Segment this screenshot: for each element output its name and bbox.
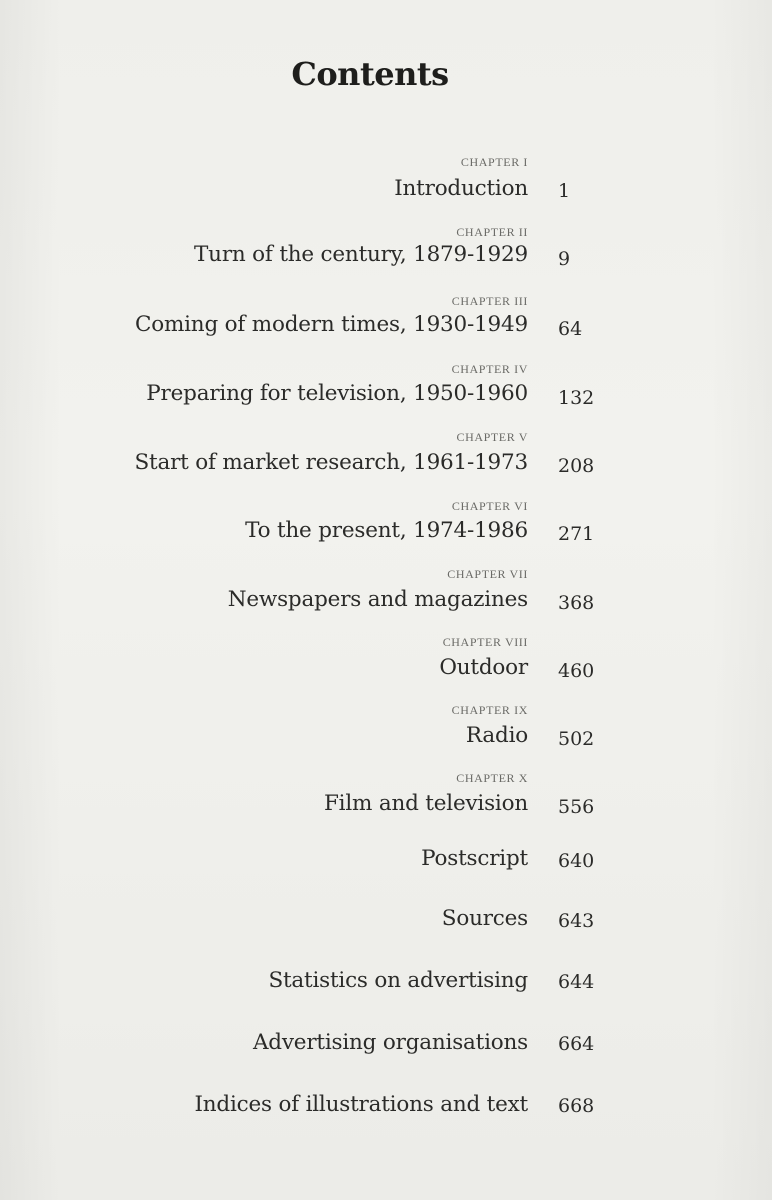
entry-title: To the present, 1974-1986 (245, 518, 528, 543)
entry-page-number: 64 (558, 318, 583, 340)
entry-title: Preparing for television, 1950-1960 (146, 381, 528, 406)
entry-title: Film and television (323, 791, 528, 816)
entry-page-number: 208 (558, 455, 595, 477)
entry-page-number: 9 (558, 248, 571, 270)
entry-page-number: 271 (558, 523, 595, 545)
chapter-label: CHAPTER VIII (442, 635, 528, 649)
entry-page-number: 664 (558, 1033, 595, 1055)
entry-title: Indices of illustrations and text (194, 1092, 528, 1117)
entry-title: Sources (441, 906, 528, 931)
entry-page-number: 368 (558, 592, 595, 614)
chapter-label: CHAPTER X (456, 771, 528, 785)
entry-page-number: 460 (558, 660, 595, 682)
entry-title: Statistics on advertising (268, 968, 528, 993)
chapter-label: CHAPTER II (456, 225, 528, 239)
entry-page-number: 644 (558, 971, 595, 993)
chapter-label: CHAPTER VI (451, 499, 528, 513)
entry-title: Outdoor (439, 655, 528, 680)
chapter-label: CHAPTER IX (451, 703, 528, 717)
chapter-label: CHAPTER V (456, 430, 528, 444)
entry-page-number: 132 (558, 387, 595, 409)
entry-page-number: 1 (558, 180, 571, 202)
page-title: Contents (291, 55, 449, 93)
chapter-label: CHAPTER VII (447, 567, 528, 581)
entry-page-number: 502 (558, 728, 595, 750)
chapter-label: CHAPTER IV (451, 362, 528, 376)
entry-title: Advertising organisations (252, 1030, 528, 1055)
entry-title: Radio (465, 723, 528, 748)
entry-title: Introduction (394, 176, 528, 201)
entry-page-number: 643 (558, 910, 595, 932)
entry-page-number: 556 (558, 796, 595, 818)
entry-title: Postscript (421, 846, 528, 871)
entry-title: Newspapers and magazines (227, 587, 528, 612)
entry-page-number: 668 (558, 1095, 595, 1117)
chapter-label: CHAPTER I (460, 155, 528, 169)
entry-title: Turn of the century, 1879-1929 (194, 242, 528, 267)
chapter-label: CHAPTER III (451, 294, 528, 308)
entry-title: Coming of modern times, 1930-1949 (134, 312, 528, 337)
entry-page-number: 640 (558, 850, 595, 872)
entry-title: Start of market research, 1961-1973 (134, 450, 528, 475)
